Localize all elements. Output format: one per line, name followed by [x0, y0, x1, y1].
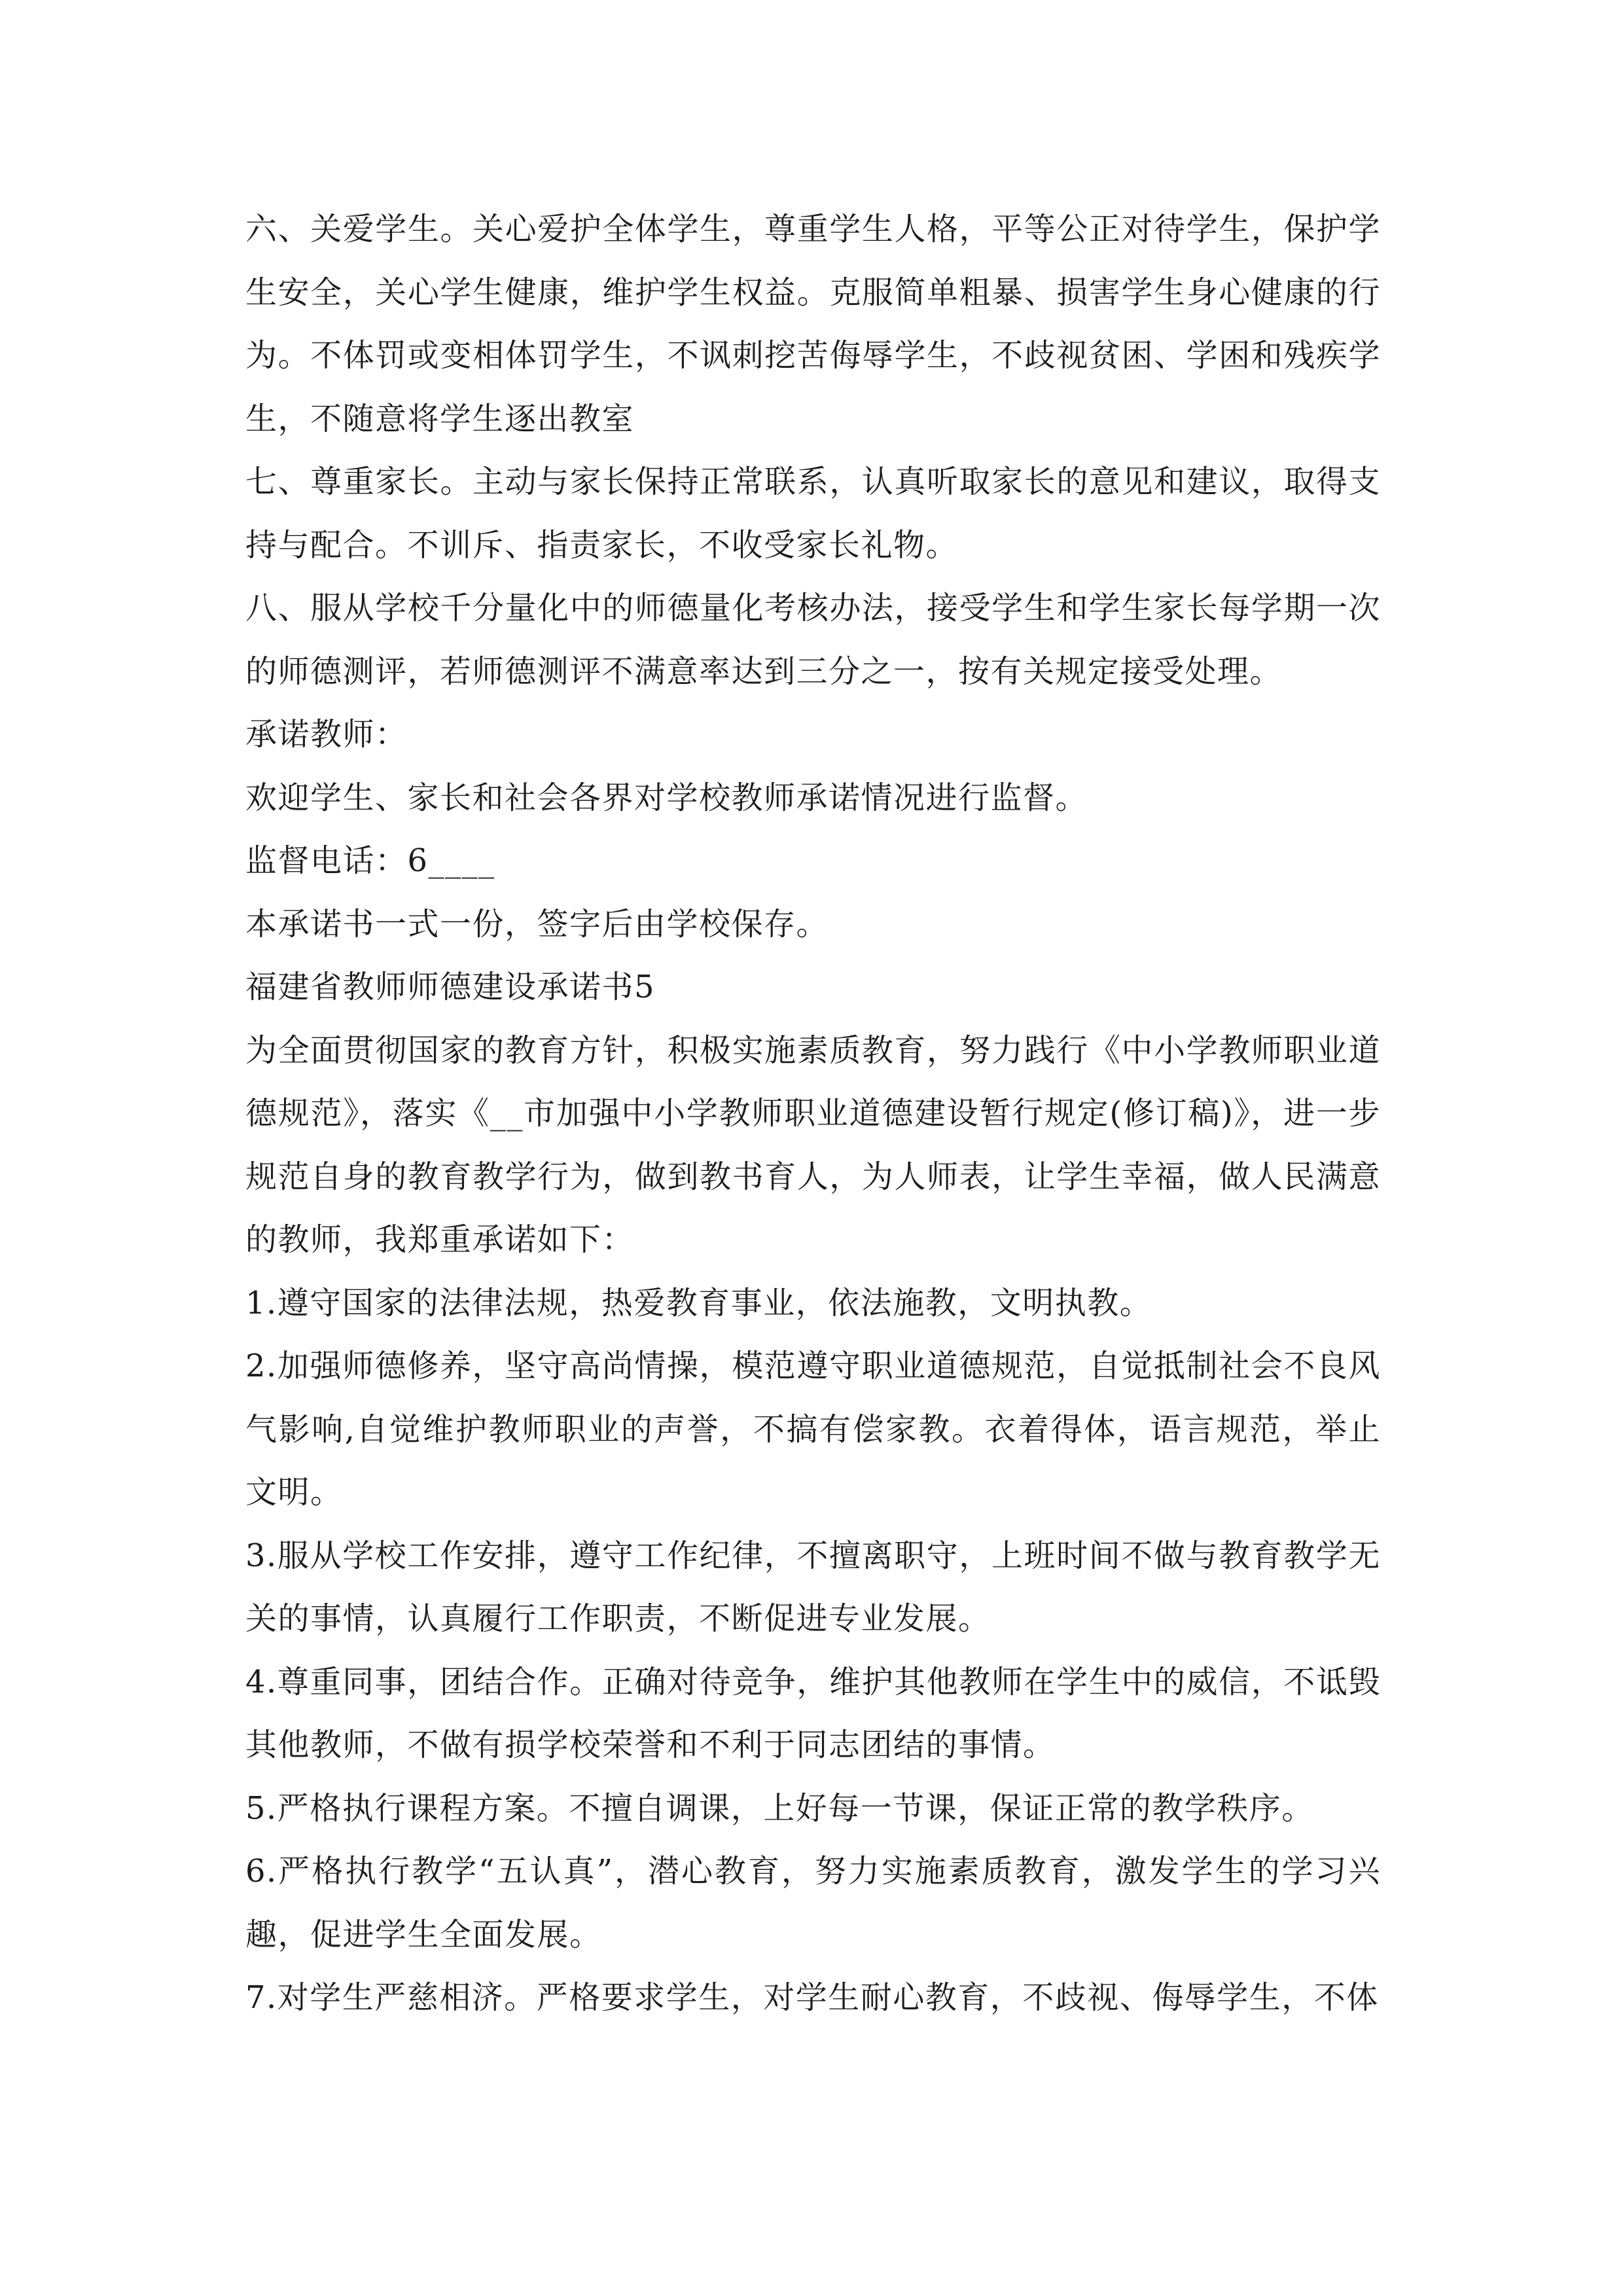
list-item-3: 3.服从学校工作安排，遵守工作纪律，不擅离职守，上班时间不做与教育教学无关的事情，认真履行工作职责，不断促进专业发展。	[245, 1537, 1381, 1637]
supervision-welcome: 欢迎学生、家长和社会各界对学校教师承诺情况进行监督。	[245, 779, 1088, 816]
list-item-7: 7.对学生严慈相济。严格要求学生，对学生耐心教育，不歧视、侮辱学生，不体	[245, 1979, 1379, 2016]
paragraph-intro: 为全面贯彻国家的教育方针，积极实施素质教育，努力践行《中小学教师职业道德规范》，落实《__市加强中小学教师职业道德建设暂行规定(修订稿)》，进一步规范自身的教育教学行为，做到教书育人，为人师表，让学生幸福，做人民满意的教师，我郑重承诺如下：	[245, 1031, 1381, 1258]
paragraph-care-students: 六、关爱学生。关心爱护全体学生，尊重学生人格，平等公正对待学生，保护学生安全，关心学生健康，维护学生权益。克服简单粗暴、损害学生身心健康的行为。不体罚或变相体罚学生，不讽刺挖苦侮辱学生，不歧视贫困、学困和残疾学生，不随意将学生逐出教室	[245, 211, 1381, 437]
storage-note: 本承诺书一式一份，签字后由学校保存。	[245, 905, 829, 942]
document-body	[245, 198, 1381, 2030]
section-title: 福建省教师师德建设承诺书5	[245, 969, 656, 1005]
list-item-4: 4.尊重同事，团结合作。正确对待竞争，维护其他教师在学生中的威信，不诋毁其他教师，不做有损学校荣誉和不利于同志团结的事情。	[245, 1663, 1381, 1763]
list-item-5: 5.严格执行课程方案。不擅自调课，上好每一节课，保证正常的教学秩序。	[245, 1789, 1314, 1827]
paragraph-respect-parents: 七、尊重家长。主动与家长保持正常联系，认真听取家长的意见和建议，取得支持与配合。不训斥、指责家长，不收受家长礼物。	[245, 463, 1381, 564]
list-item-1: 1.遵守国家的法律法规，热爱教育事业，依法施教，文明执教。	[245, 1284, 1152, 1321]
list-item-2: 2.加强师德修养，坚守高尚情操，模范遵守职业道德规范，自觉抵制社会不良风气影响,自觉维护教师职业的声誉，不搞有偿家教。衣着得体，语言规范，举止文明。	[245, 1348, 1381, 1511]
paragraph-evaluation: 八、服从学校千分量化中的师德量化考核办法，接受学生和学生家长每学期一次的师德测评，若师德测评不满意率达到三分之一，按有关规定接受处理。	[245, 590, 1381, 690]
promising-teacher-label: 承诺教师：	[245, 716, 408, 753]
supervision-phone: 监督电话：6____	[245, 842, 495, 879]
list-item-6: 6.严格执行教学“五认真”，潜心教育，努力实施素质教育，激发学生的学习兴趣，促进学生全面发展。	[245, 1853, 1381, 1953]
